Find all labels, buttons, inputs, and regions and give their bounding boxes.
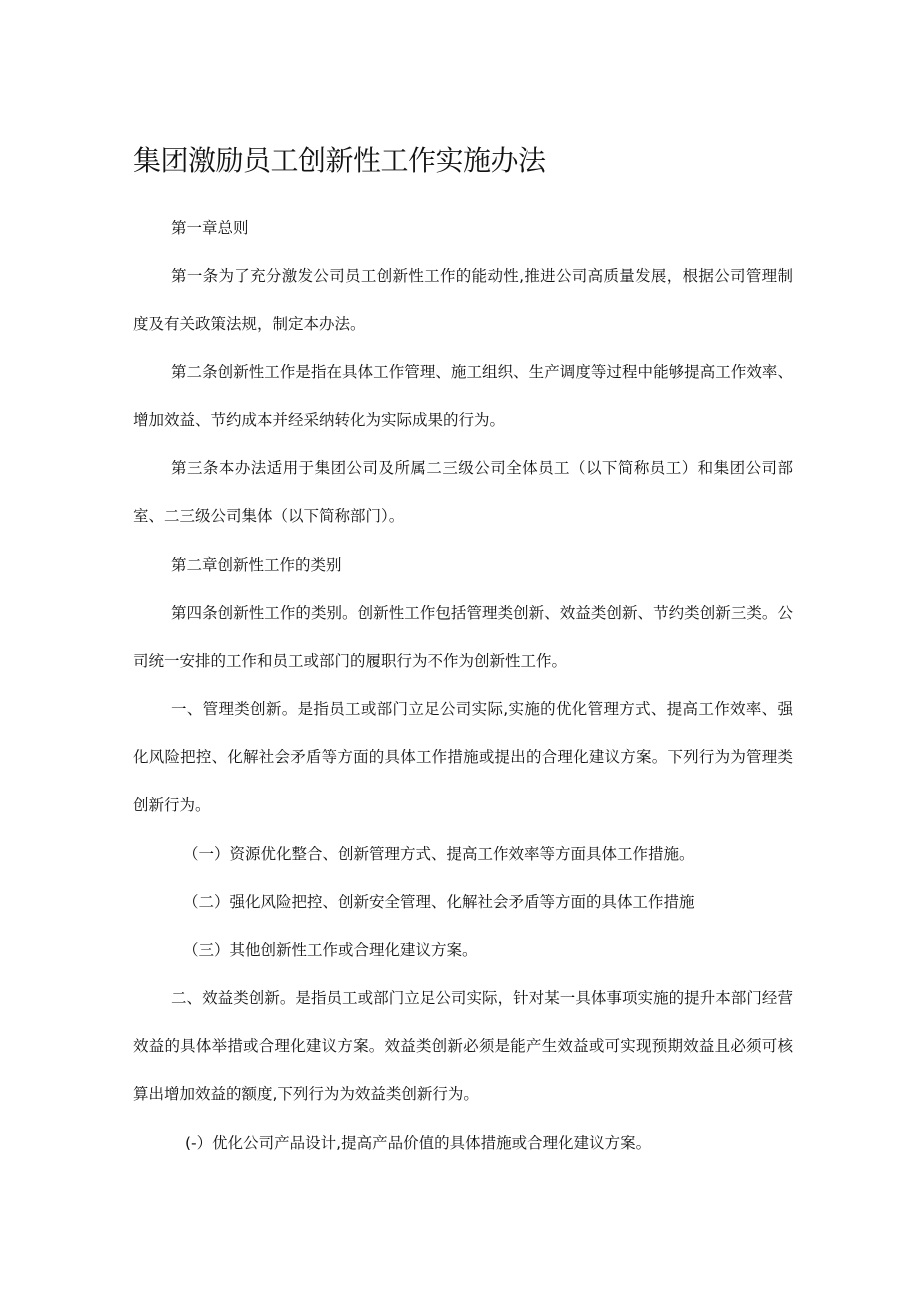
chapter-heading: 第二章创新性工作的类别 <box>171 556 342 574</box>
article-paragraph: 第二条创新性工作是指在具体工作管理、施工组织、生产调度等过程中能够提高工作效率、增加效益、节约成本并经采纳转化为实际成果的行为。 <box>133 363 793 429</box>
section-paragraph: 二、效益类创新。是指员工或部门立足公司实际，针对某一具体事项实施的提升本部门经营效益的具体举措或合理化建议方案。效益类创新必须是能产生效益或可实现预期效益且必须可核算出增加效益的额度,下列行为为效益类创新行为。 <box>133 989 793 1103</box>
list-item: （三）其他创新性工作或合理化建议方案。 <box>183 941 478 959</box>
article-paragraph: 第四条创新性工作的类别。创新性工作包括管理类创新、效益类创新、节约类创新三类。公司统一安排的工作和员工或部门的履职行为不作为创新性工作。 <box>133 604 793 670</box>
list-item: （二）强化风险把控、创新安全管理、化解社会矛盾等方面的具体工作措施 <box>183 893 695 911</box>
article-paragraph: 第一条为了充分激发公司员工创新性工作的能动性,推进公司高质量发展，根据公司管理制度及有关政策法规，制定本办法。 <box>133 267 793 333</box>
list-item: （一）资源优化整合、创新管理方式、提高工作效率等方面具体工作措施。 <box>183 845 695 863</box>
section-paragraph: 一、管理类创新。是指员工或部门立足公司实际,实施的优化管理方式、提高工作效率、强化风险把控、化解社会矛盾等方面的具体工作措施或提出的合理化建议方案。下列行为为管理类创新行为。 <box>133 700 793 814</box>
article-paragraph: 第三条本办法适用于集团公司及所属二三级公司全体员工（以下简称员工）和集团公司部室、二三级公司集体（以下简称部门）。 <box>133 459 793 525</box>
document-title: 集团激励员工创新性工作实施办法 <box>133 144 546 177</box>
chapter-heading: 第一章总则 <box>171 219 249 237</box>
list-item: (-）优化公司产品设计,提高产品价值的具体措施或合理化建议方案。 <box>185 1134 652 1152</box>
